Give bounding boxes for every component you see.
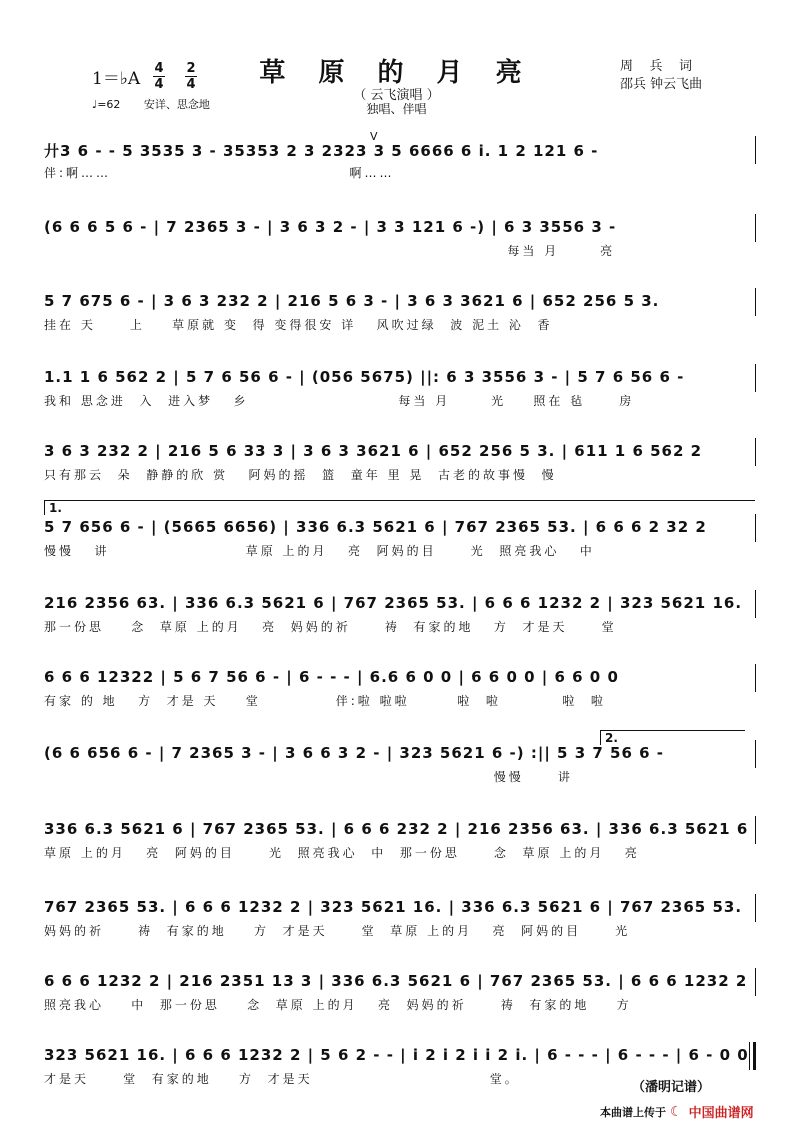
barline xyxy=(755,364,756,392)
site-footer xyxy=(600,1102,754,1121)
lyrics-line: 伴:啊…… 啊…… xyxy=(44,166,395,180)
key-signature: 1＝♭A xyxy=(92,69,141,89)
singer-note: （ 云飞演唱 ） xyxy=(353,88,440,103)
site-logo-text[interactable]: 中国曲谱网 xyxy=(688,1106,754,1121)
composer: 邵兵 钟云飞曲 xyxy=(620,77,703,92)
score-line-7 xyxy=(44,594,756,636)
score-line-12 xyxy=(44,972,756,1014)
final-barline xyxy=(749,1042,756,1070)
score-line-10 xyxy=(44,820,756,862)
upload-note: 本曲谱上传于 xyxy=(600,1105,666,1119)
lyrics-line: 才是天 堂 有家的地 方 才是天 堂。 xyxy=(44,1072,520,1086)
barline xyxy=(755,894,756,922)
notation-line: 5 7 656 6 - | (5665 6656) | 336 6.3 5621 6 | 767 2365 53. | 6 6 6 2 32 2 xyxy=(44,518,707,536)
score-line-6 xyxy=(44,518,756,560)
score-line-8 xyxy=(44,668,756,710)
notation-line: 5 7 675 6 - | 3 6 3 232 2 | 216 5 6 3 - | 3 6 3 3621 6 | 652 256 5 3. xyxy=(44,292,660,310)
credits xyxy=(620,58,702,94)
barline xyxy=(755,438,756,466)
expression: 安详、思念地 xyxy=(143,98,210,111)
time-signature-1: 4 4 xyxy=(154,61,164,92)
tempo: ♩=62 xyxy=(92,98,121,111)
lyrics-line: 每当 月 亮 xyxy=(44,244,616,258)
score-line-3 xyxy=(44,292,756,334)
site-logo-icon: ☾ xyxy=(670,1103,683,1120)
transcriber-credit: （潘明记谱） xyxy=(632,1080,711,1095)
notation-line: 3 6 3 232 2 | 216 5 6 33 3 | 3 6 3 3621 6 | 652 256 5 3. | 611 1 6 562 2 xyxy=(44,442,703,460)
notation-line: 336 6.3 5621 6 | 767 2365 53. | 6 6 6 232 2 | 216 2356 63. | 336 6.3 5621 6 xyxy=(44,820,749,838)
barline xyxy=(755,136,756,164)
notation-line: 767 2365 53. | 6 6 6 1232 2 | 323 5621 16. | 336 6.3 5621 6 | 767 2365 53. xyxy=(44,898,743,916)
first-ending-bracket: 1. xyxy=(44,500,755,515)
barline xyxy=(755,664,756,692)
notation-line: 323 5621 16. | 6 6 6 1232 2 | 5 6 2 - - | i 2 i 2 i i 2 i. | 6 - - - | 6 - - - | 6 - 0 0 xyxy=(44,1046,749,1064)
score-line-1 xyxy=(44,140,756,182)
lyrics-line: 草原 上的月 亮 阿妈的目 光 照亮我心 中 那一份思 念 草原 上的月 亮 xyxy=(44,846,640,860)
breath-mark: V xyxy=(370,130,378,143)
lyrics-line: 慢慢 讲 草原 上的月 亮 阿妈的目 光 照亮我心 中 xyxy=(44,544,595,558)
barline xyxy=(755,514,756,542)
lyrics-line: 慢慢 讲 xyxy=(44,770,573,784)
lyrics-line: 照亮我心 中 那一份思 念 草原 上的月 亮 妈妈的祈 祷 有家的地 方 xyxy=(44,998,632,1012)
lyrics-line: 那一份思 念 草原 上的月 亮 妈妈的祈 祷 有家的地 方 才是天 堂 xyxy=(44,620,617,634)
second-ending-bracket: 2. xyxy=(600,730,745,745)
time-signature-2: 2 4 xyxy=(186,61,196,92)
barline xyxy=(755,740,756,768)
score-line-9 xyxy=(44,744,756,786)
barline xyxy=(755,816,756,844)
lyricist: 周 兵 词 xyxy=(620,59,693,74)
score-line-5 xyxy=(44,442,756,484)
lyrics-line: 有家 的 地 方 才是 天 堂 伴:啦 啦啦 啦 啦 啦 啦 xyxy=(44,694,606,708)
lyrics-line: 妈妈的祈 祷 有家的地 方 才是天 堂 草原 上的月 亮 阿妈的目 光 xyxy=(44,924,631,938)
lyrics-line: 我和 思念进 入 进入梦 乡 每当 月 光 照在 毡 房 xyxy=(44,394,635,408)
score-line-2 xyxy=(44,218,756,260)
performance-form: 独唱、伴唱 xyxy=(366,102,427,116)
notation-line: 廾3 6 - - 5 3535 3 - 35353 2 3 2323 3 5 6666 6 i. 1 2 121 6 - xyxy=(44,142,599,160)
notation-line: 216 2356 63. | 336 6.3 5621 6 | 767 2365 53. | 6 6 6 1232 2 | 323 5621 16. xyxy=(44,594,743,612)
lyrics-line: 挂在 天 上 草原就 变 得 变得很安 详 风吹过绿 波 泥土 沁 香 xyxy=(44,318,553,332)
notation-line: (6 6 656 6 - | 7 2365 3 - | 3 6 6 3 2 - | 323 5621 6 -) :|| 5 3 7 56 6 - xyxy=(44,744,664,762)
score-line-4 xyxy=(44,368,756,410)
notation-line: 6 6 6 12322 | 5 6 7 56 6 - | 6 - - - | 6.6 6 0 0 | 6 6 0 0 | 6 6 0 0 xyxy=(44,668,619,686)
notation-line: (6 6 6 5 6 - | 7 2365 3 - | 3 6 3 2 - | 3 3 121 6 -) | 6 3 3556 3 - xyxy=(44,218,617,236)
barline xyxy=(755,288,756,316)
notation-line: 6 6 6 1232 2 | 216 2351 13 3 | 336 6.3 5621 6 | 767 2365 53. | 6 6 6 1232 2 xyxy=(44,972,748,990)
song-title: 草 原 的 月 亮 xyxy=(259,58,534,88)
barline xyxy=(755,590,756,618)
lyrics-line: 只有那云 朵 静静的欣 赏 阿妈的摇 篮 童年 里 晃 古老的故事慢 慢 xyxy=(44,468,557,482)
barline xyxy=(755,214,756,242)
score-line-11 xyxy=(44,898,756,940)
barline xyxy=(755,968,756,996)
notation-line: 1.1 1 6 562 2 | 5 7 6 56 6 - | (056 5675) ||: 6 3 3556 3 - | 5 7 6 56 6 - xyxy=(44,368,685,386)
